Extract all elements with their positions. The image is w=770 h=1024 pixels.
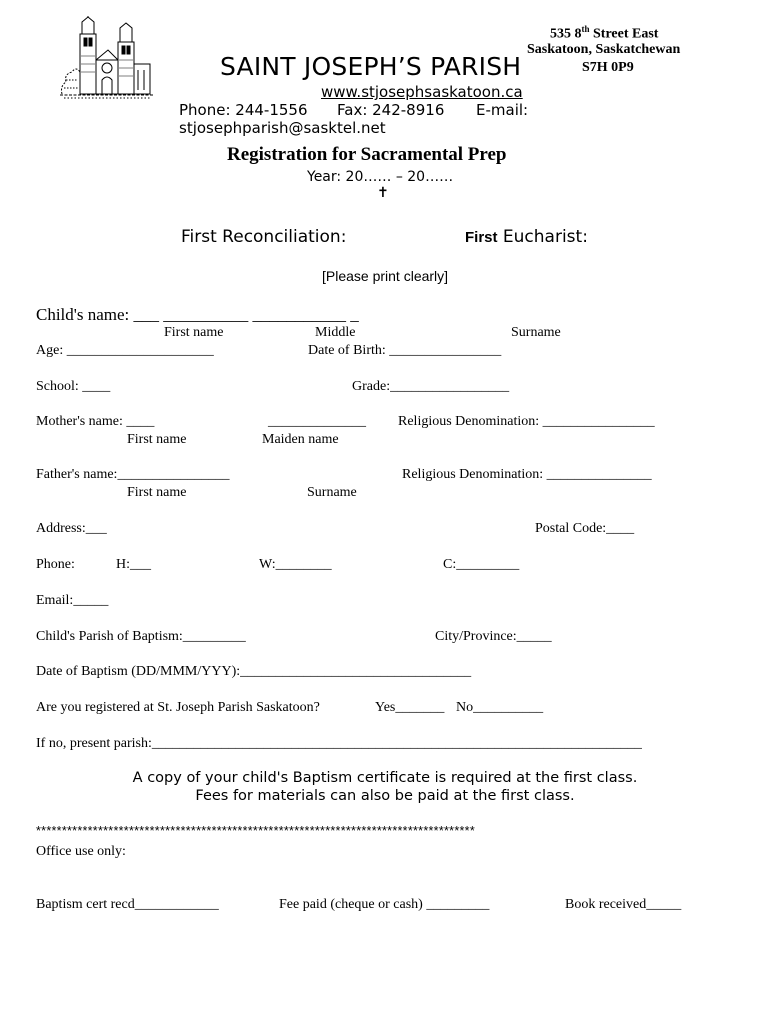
home-phone-field[interactable]: H:___ [116,557,151,572]
date-of-baptism-field[interactable]: Date of Baptism (DD/MMM/YYY):_________________________________ [36,664,472,679]
father-religion-field[interactable]: Religious Denomination: _______________ [402,467,652,482]
surname-caption: Surname [511,325,561,340]
registered-yes-field[interactable]: Yes_______ [375,700,445,715]
mother-religion-field[interactable]: Religious Denomination: ________________ [398,414,655,429]
maiden-name-caption: Maiden name [262,432,339,447]
childs-name-field[interactable]: Child's name: ___ __________ ___________ _ [36,305,359,324]
phone-number: Phone: 244-1556 [179,101,308,119]
print-clearly-note: [Please print clearly] [322,268,449,284]
email-value[interactable]: stjosephparish@sasktel.net [179,119,386,137]
fees-note: Fees for materials can also be paid at the first class. [195,788,575,804]
email-label: E-mail: [476,101,529,119]
first-name-caption: First name [164,325,224,340]
parish-of-baptism-field[interactable]: Child's Parish of Baptism:_________ [36,629,246,644]
office-use-label: Office use only: [36,844,126,859]
mothers-name-field[interactable]: Mother's name: ____ [36,414,155,429]
first-reconciliation-label: First Reconciliation: [181,227,347,247]
address-postal: S7H 0P9 [582,60,634,75]
baptism-certificate-note: A copy of your child's Baptism certificate is required at the first class. [132,770,638,786]
email-field[interactable]: Email:_____ [36,593,109,608]
church-logo-icon [58,16,158,100]
address-city: Saskatoon, Saskatchewan [527,42,681,57]
baptism-cert-received-field[interactable]: Baptism cert recd____________ [36,897,219,912]
postal-code-field[interactable]: Postal Code:____ [535,521,635,536]
address-street: 535 8th Street East [550,24,659,42]
form-title: Registration for Sacramental Prep [227,144,507,165]
present-parish-field[interactable]: If no, present parish:______________________________________________________________________ [36,736,642,751]
middle-caption: Middle [315,325,356,340]
mother-maiden-name-field[interactable]: ______________ [268,414,366,429]
book-received-field[interactable]: Book received_____ [565,897,682,912]
first-eucharist-label: First Eucharist: [465,227,588,247]
website-link[interactable]: www.stjosephsaskatoon.ca [321,83,523,101]
date-of-birth-field[interactable]: Date of Birth: ________________ [308,343,502,358]
city-province-field[interactable]: City/Province:_____ [435,629,552,644]
form-year: Year: 20…… – 20…… [307,169,454,185]
cell-phone-field[interactable]: C:_________ [443,557,520,572]
fee-paid-field[interactable]: Fee paid (cheque or cash) _________ [279,897,490,912]
age-field[interactable]: Age: _____________________ [36,343,214,358]
parish-name: SAINT JOSEPH’S PARISH [220,52,522,81]
fathers-name-field[interactable]: Father's name:________________ [36,467,230,482]
grade-field[interactable]: Grade:_________________ [352,379,510,394]
registered-no-field[interactable]: No__________ [456,700,544,715]
school-field[interactable]: School: ____ [36,379,111,394]
contact-line [178,101,538,137]
registered-question: Are you registered at St. Joseph Parish Saskatoon? [36,700,320,715]
fax-number: Fax: 242-8916 [337,101,445,119]
father-surname-caption: Surname [307,485,357,500]
address-field[interactable]: Address:___ [36,521,107,536]
cross-icon: ✝ [377,185,389,201]
separator-stars: ************************************************************************************* [36,824,475,838]
work-phone-field[interactable]: W:________ [259,557,332,572]
father-first-name-caption: First name [127,485,187,500]
phone-label: Phone: [36,557,75,572]
mother-first-name-caption: First name [127,432,187,447]
